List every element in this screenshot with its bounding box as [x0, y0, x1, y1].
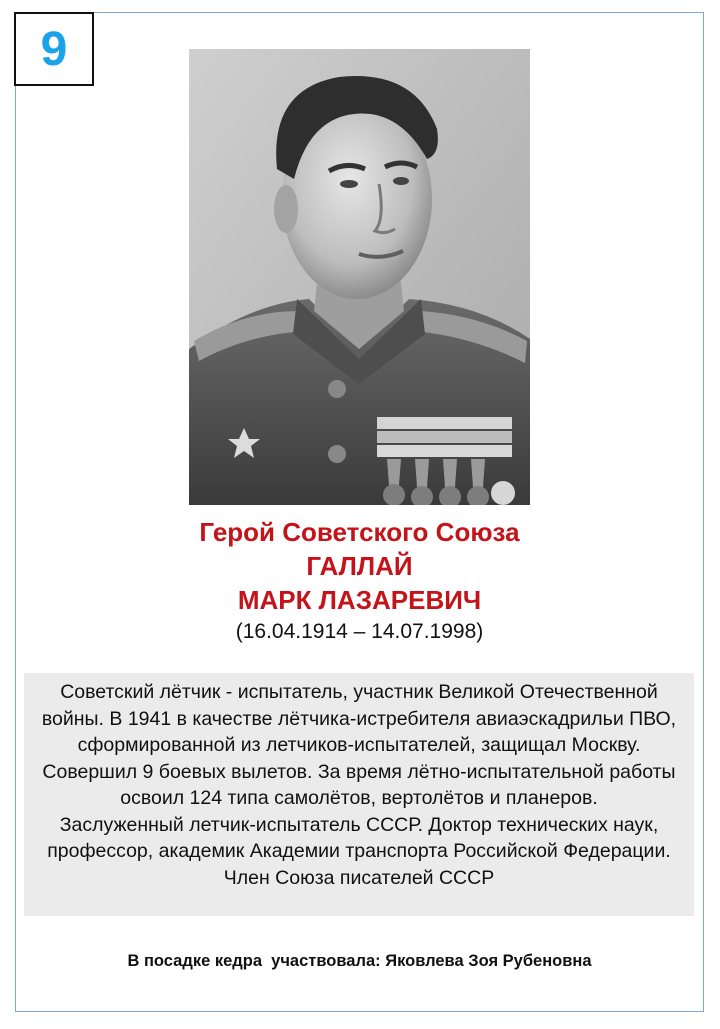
- portrait-illustration: [189, 49, 530, 505]
- hero-title: Герой Советского Союза: [199, 517, 520, 547]
- surname: ГАЛЛАЙ: [306, 551, 413, 581]
- portrait-photo: [189, 49, 530, 505]
- title-block: [15, 515, 704, 647]
- number-badge-text: 9: [40, 22, 68, 76]
- life-dates: (16.04.1914 – 14.07.1998): [235, 620, 484, 643]
- biography-paragraph-2: Заслуженный летчик-испытатель СССР. Доктор технических наук, профессор, академик Академии транспорта Российской Федерации. Член Союза писателей СССР: [47, 813, 671, 889]
- number-badge: [14, 12, 94, 86]
- biography-box: [24, 673, 694, 916]
- biography-paragraph-1: Советский лётчик - испытатель, участник Великой Отечественной войны. В 1941 в качестве лётчика-истребителя авиаэскадрильи ПВО, сформированной из летчиков-испытателей, защищал Москву. Совершил 9 боевых вылетов. За время лётно-испытательной работы освоил 124 типа самолётов, вертолётов и планеров.: [41, 681, 677, 809]
- planting-credit: В посадке кедра участвовала: Яковлева Зоя Рубеновна: [127, 952, 592, 970]
- full-name: МАРК ЛАЗАРЕВИЧ: [237, 585, 482, 615]
